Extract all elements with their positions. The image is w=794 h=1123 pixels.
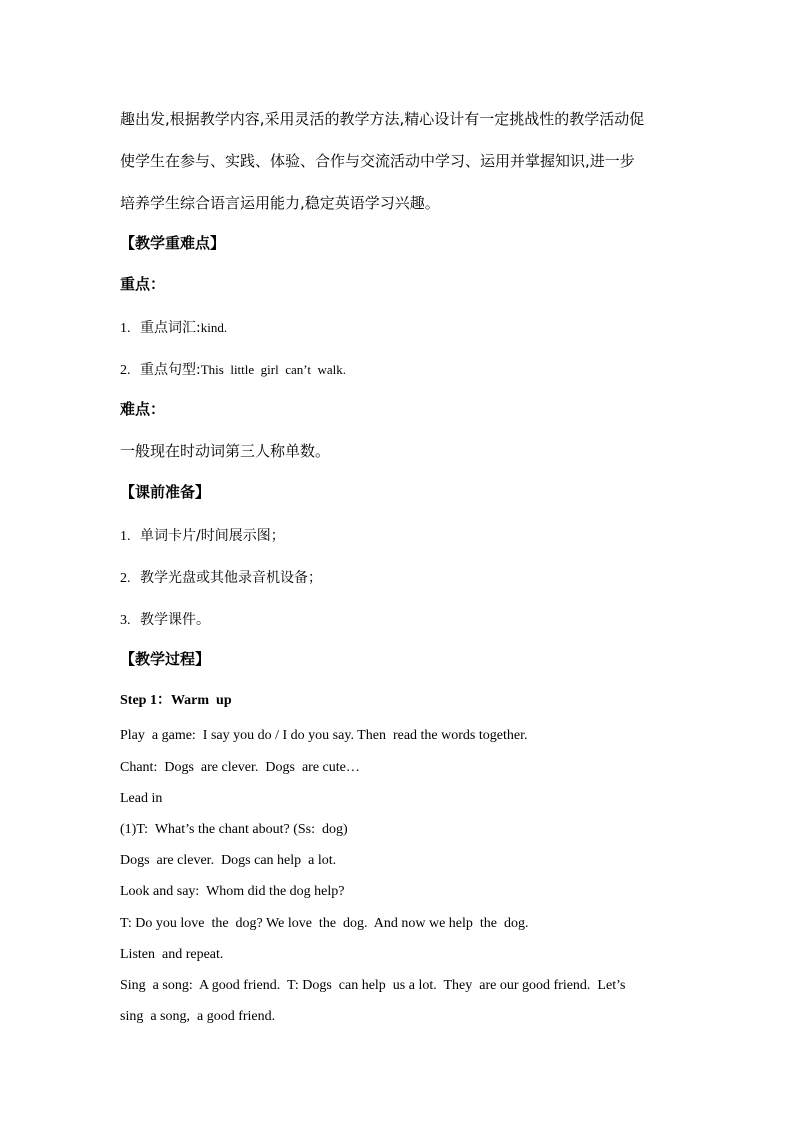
list-number: 3. bbox=[120, 613, 131, 628]
preparation-item-text: 教学课件。 bbox=[140, 612, 210, 628]
section-heading-process: 【教学过程】 bbox=[120, 650, 211, 668]
process-line-9: Sing a song: A good friend. T: Dogs can help us a lot. They are our good friend. Let’s bbox=[120, 978, 626, 993]
focus-label: 重点： bbox=[120, 275, 166, 293]
intro-line-2: 使学生在参与、实践、体验、合作与交流活动中学习、运用并掌握知识,进一步 bbox=[120, 152, 635, 170]
process-line-3: Lead in bbox=[120, 791, 163, 806]
intro-line-1: 趣出发,根据教学内容,采用灵活的教学方法,精心设计有一定挑战性的教学活动促 bbox=[120, 110, 645, 128]
process-line-7: T: Do you love the dog? We love the dog. And now we help the dog. bbox=[120, 916, 529, 931]
preparation-item-text: 教学光盘或其他录音机设备； bbox=[140, 570, 322, 586]
focus-item-value: This little girl can’t walk. bbox=[200, 362, 346, 377]
step1-title: Step 1：Warm up bbox=[120, 693, 232, 708]
focus-item-label: 重点句型: bbox=[140, 362, 201, 378]
list-number: 1. bbox=[120, 529, 131, 544]
section-heading-preparation: 【课前准备】 bbox=[120, 483, 211, 501]
focus-item-2 bbox=[120, 361, 346, 378]
focus-item-value: kind. bbox=[200, 320, 228, 335]
intro-line-3: 培养学生综合语言运用能力,稳定英语学习兴趣。 bbox=[120, 194, 440, 212]
focus-item-1 bbox=[120, 319, 227, 336]
process-line-5: Dogs are clever. Dogs can help a lot. bbox=[120, 853, 337, 868]
difficulty-label: 难点： bbox=[120, 400, 166, 418]
difficulty-text: 一般现在时动词第三人称单数。 bbox=[120, 442, 331, 460]
process-line-6: Look and say: Whom did the dog help? bbox=[120, 884, 345, 899]
process-line-8: Listen and repeat. bbox=[120, 947, 224, 962]
preparation-item-3 bbox=[120, 611, 210, 628]
list-number: 2. bbox=[120, 363, 131, 378]
preparation-item-1 bbox=[120, 527, 285, 544]
process-line-4: (1)T: What’s the chant about? (Ss: dog) bbox=[120, 822, 348, 837]
list-number: 2. bbox=[120, 571, 131, 586]
process-line-10: sing a song, a good friend. bbox=[120, 1009, 276, 1024]
list-number: 1. bbox=[120, 321, 131, 336]
section-heading-key-points: 【教学重难点】 bbox=[120, 234, 226, 252]
focus-item-label: 重点词汇: bbox=[140, 320, 201, 336]
process-line-2: Chant: Dogs are clever. Dogs are cute… bbox=[120, 760, 360, 775]
process-line-1: Play a game: I say you do / I do you say. Then read the words together. bbox=[120, 728, 528, 743]
preparation-item-text: 单词卡片/时间展示图； bbox=[140, 528, 285, 544]
preparation-item-2 bbox=[120, 569, 322, 586]
